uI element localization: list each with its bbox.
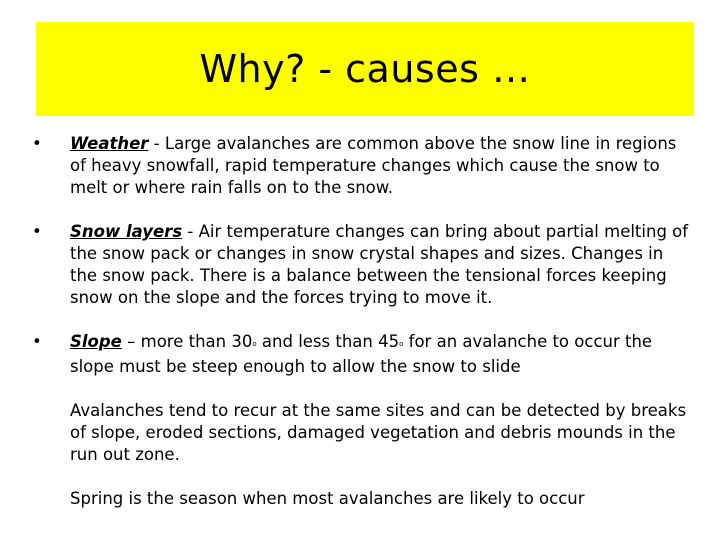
bullet-slope — [32, 331, 692, 378]
paragraph-avalanche-sites: Avalanches tend to recur at the same sites and can be detected by breaks of slope, eroded sections, damaged vegetation and debris mounds in the run out zone. — [70, 401, 687, 464]
bullet-weather — [32, 133, 692, 199]
bullet-marker: • — [32, 222, 42, 241]
bullet-term-weather: Weather — [70, 134, 149, 153]
degree-symbol: o — [252, 340, 257, 348]
bullet-text-slope-b: and less than 45 — [256, 332, 400, 351]
title-banner — [36, 22, 694, 116]
bullet-text-slope-c: for an avalanche to occur the slope must be steep enough to allow the snow to slide — [70, 332, 653, 376]
bullet-text-weather: - Large avalanches are common above the snow line in regions of heavy snowfall, rapid temperature changes which cause the snow to melt or where rain falls on to the snow. — [70, 134, 677, 197]
bullet-term-slope: Slope — [70, 332, 122, 351]
bullet-term-snow-layers: Snow layers — [70, 222, 183, 241]
slide-title: Why? - causes … — [199, 47, 531, 91]
bullet-snow-layers — [32, 221, 692, 309]
bullet-marker: • — [32, 332, 42, 351]
degree-symbol: o — [399, 340, 404, 348]
paragraph-spring-season: Spring is the season when most avalanches are likely to occur — [70, 489, 585, 508]
bullet-text-slope-a: – more than 30 — [121, 332, 253, 351]
bullet-marker: • — [32, 134, 42, 153]
slide-content — [32, 133, 692, 532]
bullet-text-snow-layers: - Air temperature changes can bring about partial melting of the snow pack or changes in snow crystal shapes and sizes. Changes in the snow pack. There is a balance between the tensional forces keeping snow on the slope and the forces trying to move it. — [70, 222, 689, 307]
